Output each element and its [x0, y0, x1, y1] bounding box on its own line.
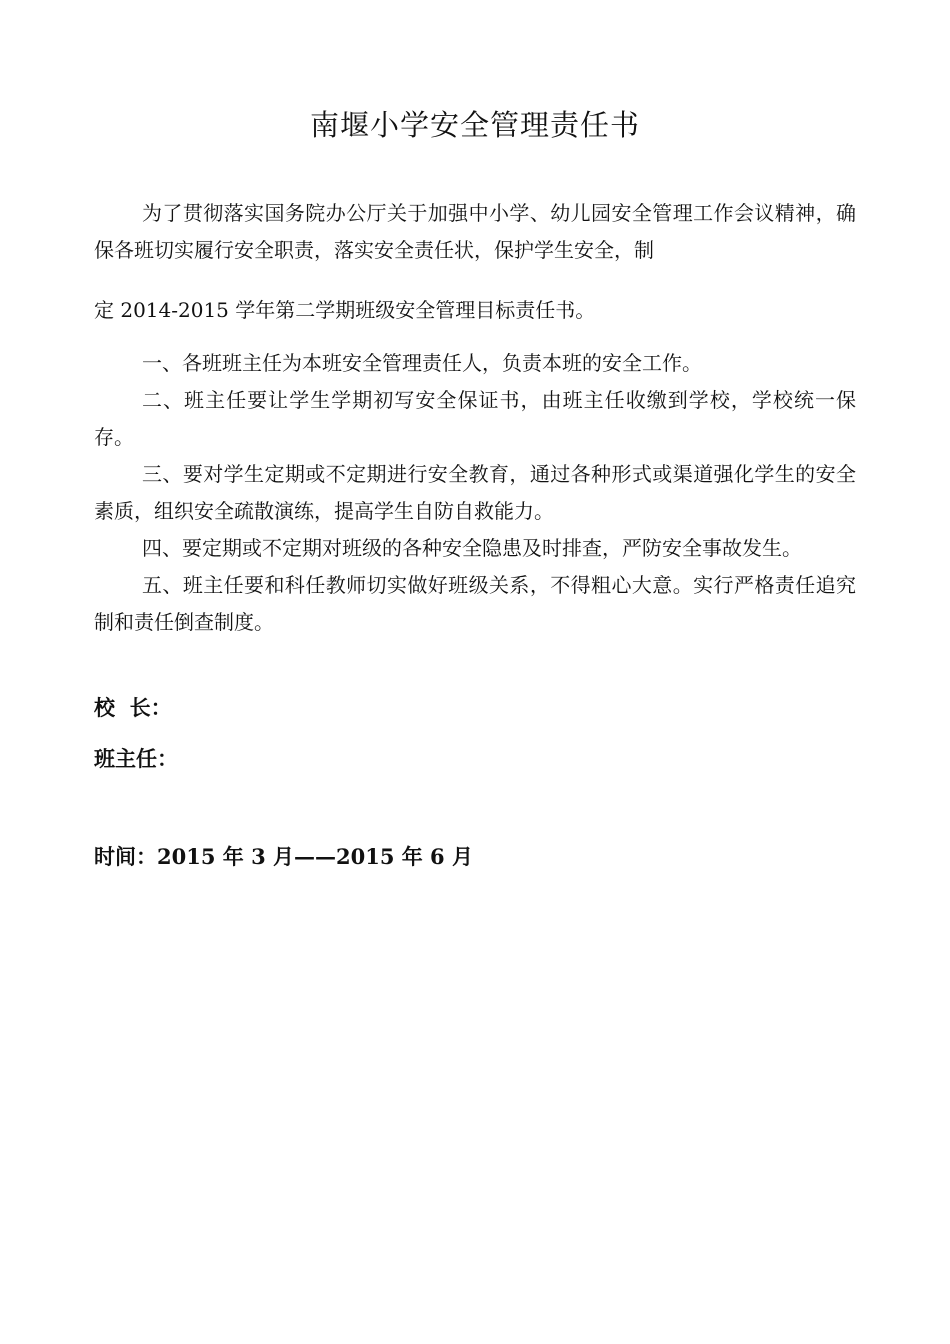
document-title: 南堰小学安全管理责任书 [309, 108, 640, 142]
item-2: 二、班主任要让学生学期初写安全保证书，由班主任收缴到学校，学校统一保存。 [94, 388, 856, 449]
item-1: 一、各班班主任为本班安全管理责任人，负责本班的安全工作。 [142, 351, 702, 375]
item-3: 三、要对学生定期或不定期进行安全教育，通过各种形式或渠道强化学生的安全素质，组织安全疏散演练，提高学生自防自救能力。 [94, 462, 856, 523]
intro-paragraph [94, 195, 856, 329]
principal-signature-label: 校 长： [94, 695, 172, 720]
responsibility-items [94, 345, 856, 641]
intro-text-part2: 定 2014-2015 学年第二学期班级安全管理目标责任书。 [94, 298, 596, 322]
item-4: 四、要定期或不定期对班级的各种安全隐患及时排查，严防安全事故发生。 [142, 536, 802, 560]
intro-text-part1: 为了贯彻落实国务院办公厅关于加强中小学、幼儿园安全管理工作会议精神，确保各班切实履行安全职责，落实安全责任状，保护学生安全，制 [94, 201, 856, 262]
time-period-line: 时间：2015 年 3 月——2015 年 6 月 [94, 844, 473, 869]
item-5: 五、班主任要和科任教师切实做好班级关系，不得粗心大意。实行严格责任追究制和责任倒查制度。 [94, 573, 856, 634]
teacher-signature-label: 班主任： [94, 746, 178, 771]
